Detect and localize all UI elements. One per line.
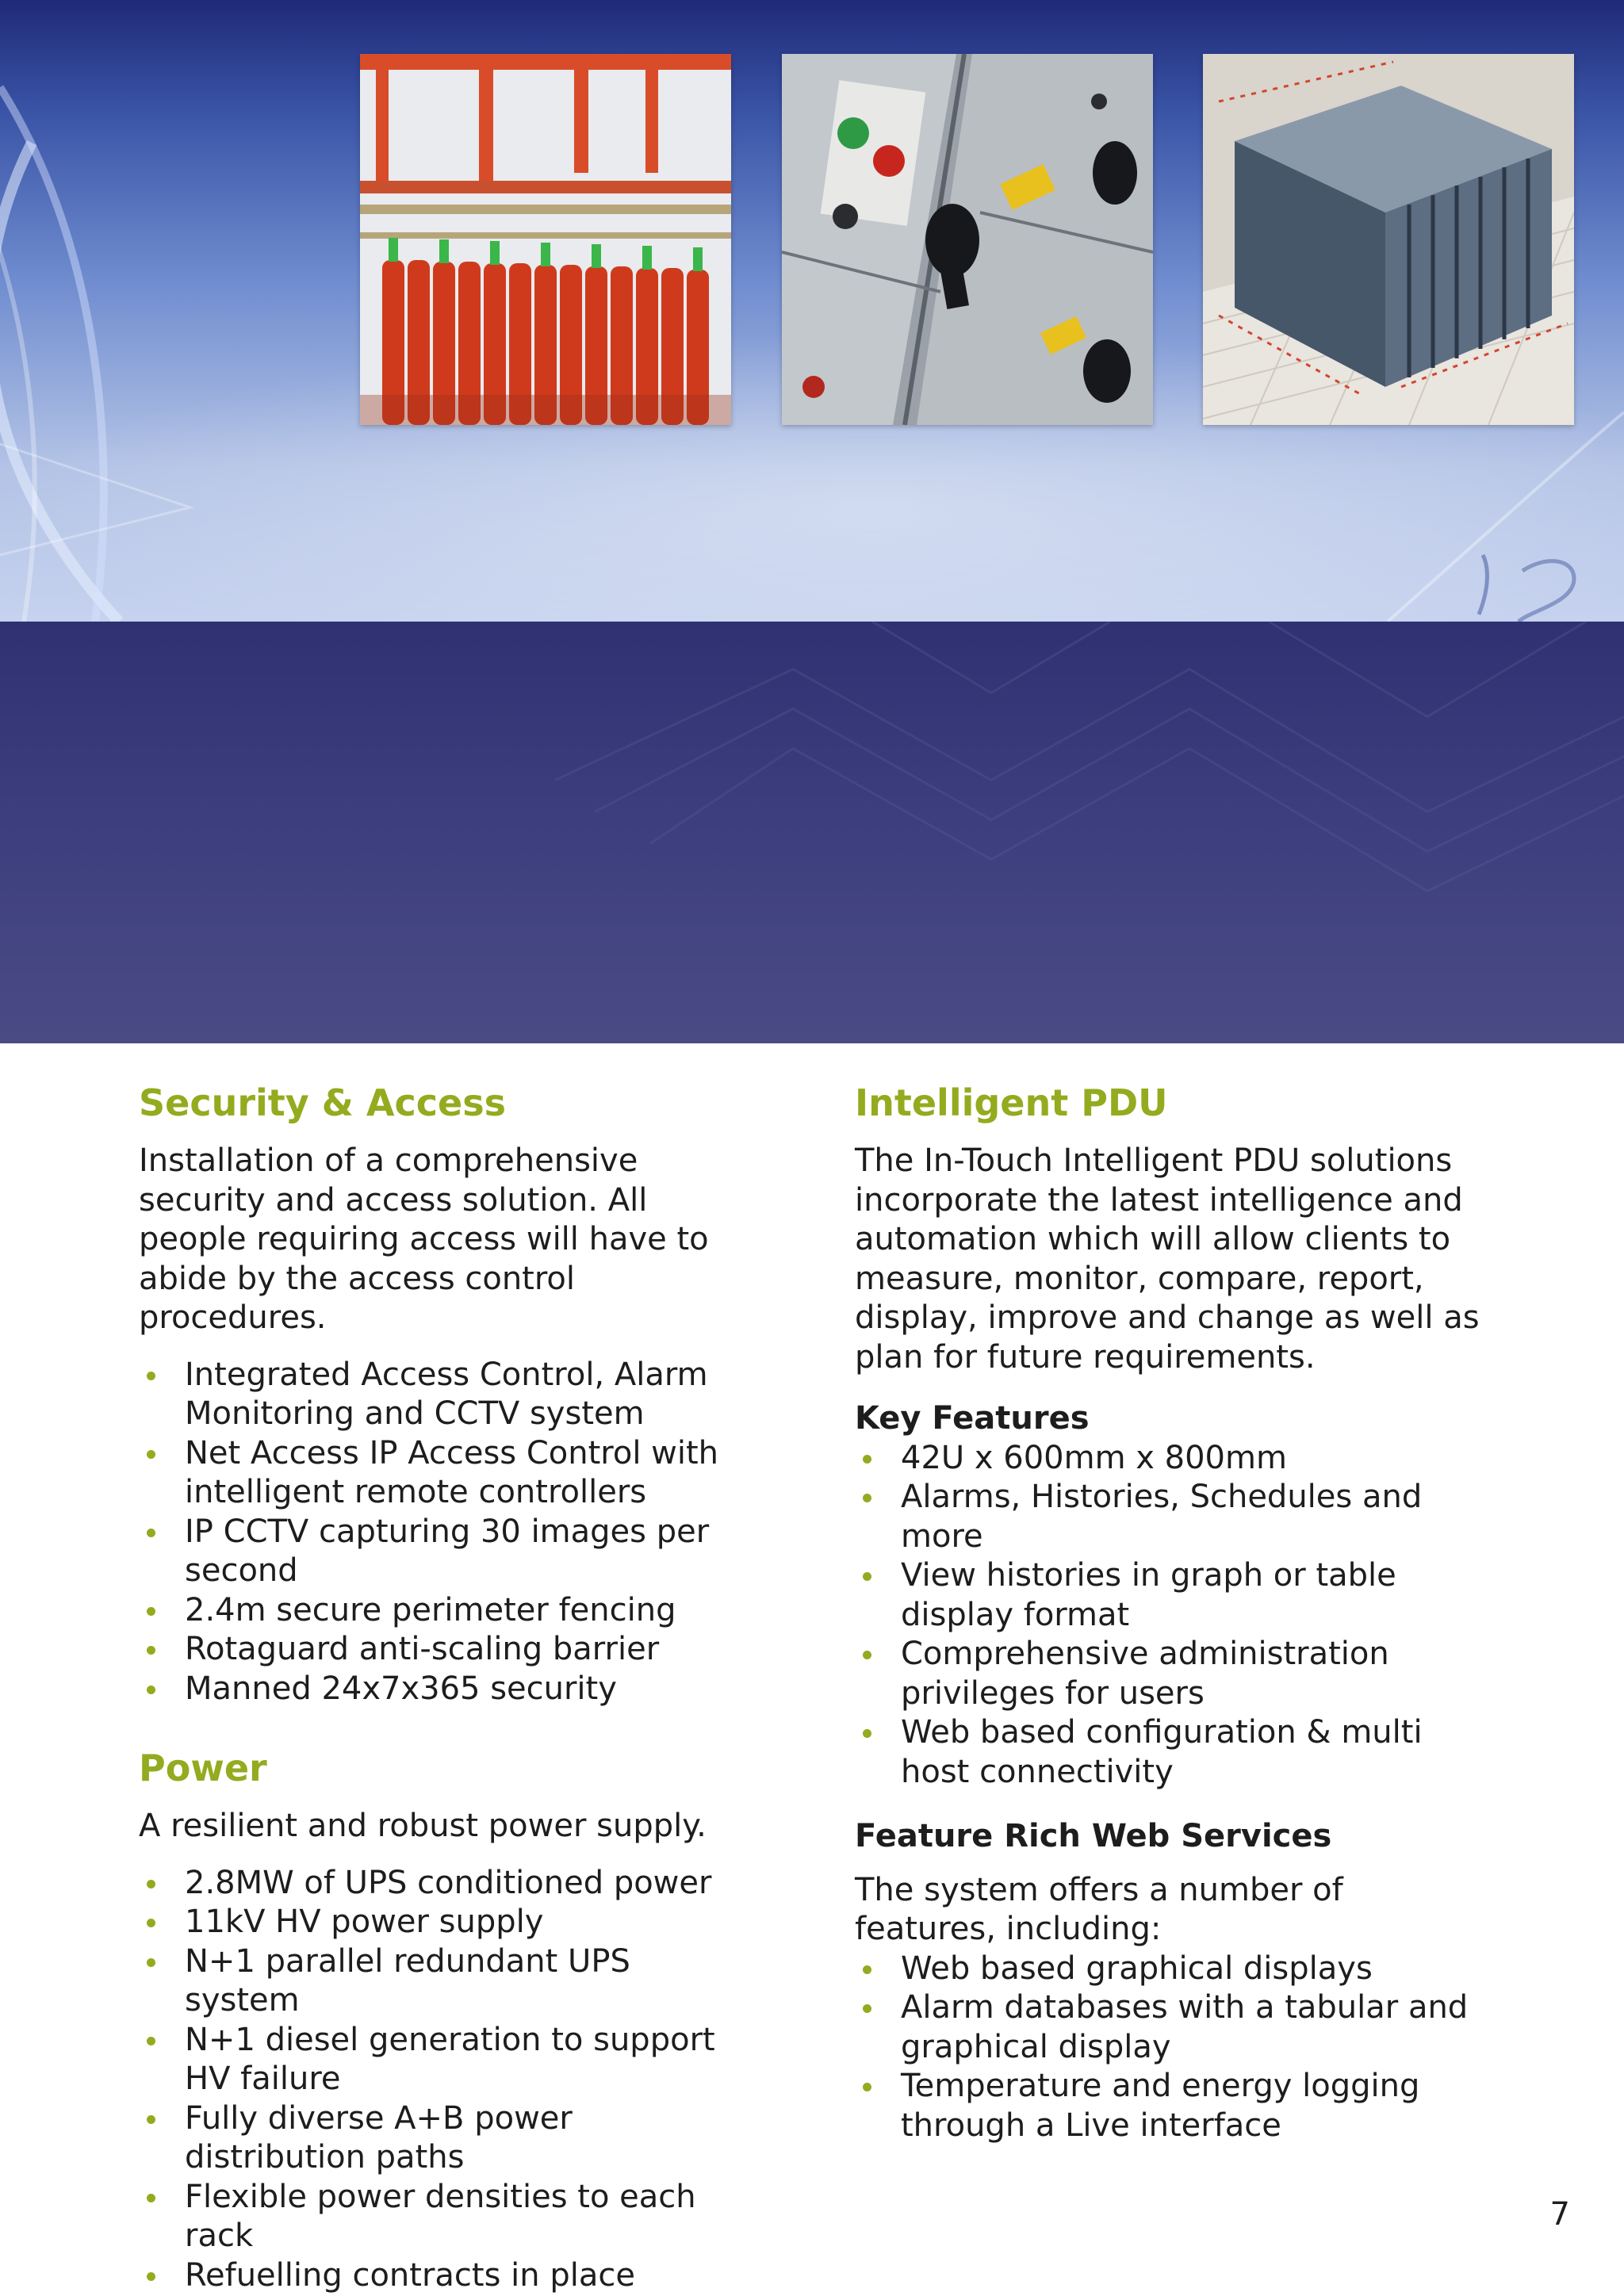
key-features-list: [855, 1439, 1489, 1793]
list-item: Manned 24x7x365 security: [139, 1670, 741, 1709]
list-item: Refuelling contracts in place: [139, 2256, 741, 2296]
list-item: 11kV HV power supply: [139, 1903, 741, 1942]
list-item: Web based graphical displays: [855, 1950, 1489, 1989]
list-item: Alarms, Histories, Schedules and more: [855, 1478, 1489, 1556]
power-heading: Power: [139, 1747, 267, 1789]
intelligent-pdu-section: [855, 1078, 1489, 2145]
band-pattern: [0, 622, 1624, 1043]
web-services-heading: Feature Rich Web Services: [855, 1818, 1332, 1854]
list-item: Integrated Access Control, Alarm Monitoring and CCTV system: [139, 1356, 741, 1434]
list-item: Fully diverse A+B power distribution paths: [139, 2099, 741, 2178]
list-item: 2.4m secure perimeter fencing: [139, 1591, 741, 1631]
security-heading: Security & Access: [139, 1081, 507, 1124]
web-services-list: [855, 1950, 1489, 2146]
security-bullet-list: [139, 1356, 741, 1709]
gas-cylinders-photo: [360, 54, 731, 425]
page-number: 7: [1549, 2196, 1570, 2233]
list-item: View histories in graph or table display format: [855, 1556, 1489, 1635]
hero-banner: [0, 0, 1624, 622]
list-item: Net Access IP Access Control with intelligent remote controllers: [139, 1434, 741, 1513]
list-item: Rotaguard anti-scaling barrier: [139, 1630, 741, 1670]
list-item: 2.8MW of UPS conditioned power: [139, 1864, 741, 1904]
list-item: IP CCTV capturing 30 images per second: [139, 1513, 741, 1591]
list-item: Temperature and energy logging through a Live interface: [855, 2067, 1489, 2145]
list-item: N+1 diesel generation to support HV failure: [139, 2021, 741, 2099]
power-intro: A resilient and robust power supply.: [139, 1808, 707, 1844]
server-rack-enclosure-photo: [1203, 54, 1574, 425]
list-item: Comprehensive administration privileges for users: [855, 1635, 1489, 1713]
pdu-heading: Intelligent PDU: [855, 1081, 1168, 1124]
electrical-switch-panel-photo: [782, 54, 1153, 425]
power-section: [139, 1743, 741, 2295]
security-access-section: [139, 1078, 741, 1709]
pdu-intro: The In-Touch Intelligent PDU solutions incorporate the latest intelligence and automation which will allow clients to measure, monitor, compare, report, display, improve and change as well as plan for future requirements.: [855, 1142, 1480, 1376]
security-intro: Installation of a comprehensive security and access solution. All people requiring access will have to abide by the access control procedures.: [139, 1142, 709, 1336]
decorative-band: [0, 622, 1624, 1043]
list-item: 42U x 600mm x 800mm: [855, 1439, 1489, 1479]
list-item: Flexible power densities to each rack: [139, 2178, 741, 2256]
key-features-heading: Key Features: [855, 1400, 1090, 1437]
list-item: Web based configuration & multi host connectivity: [855, 1713, 1489, 1792]
left-column: [139, 1078, 741, 2295]
web-services-intro: The system offers a number of features, including:: [855, 1871, 1343, 1947]
right-column: [855, 1078, 1489, 2145]
list-item: N+1 parallel redundant UPS system: [139, 1942, 741, 2021]
power-bullet-list: [139, 1864, 741, 2296]
list-item: Alarm databases with a tabular and graphical display: [855, 1988, 1489, 2067]
